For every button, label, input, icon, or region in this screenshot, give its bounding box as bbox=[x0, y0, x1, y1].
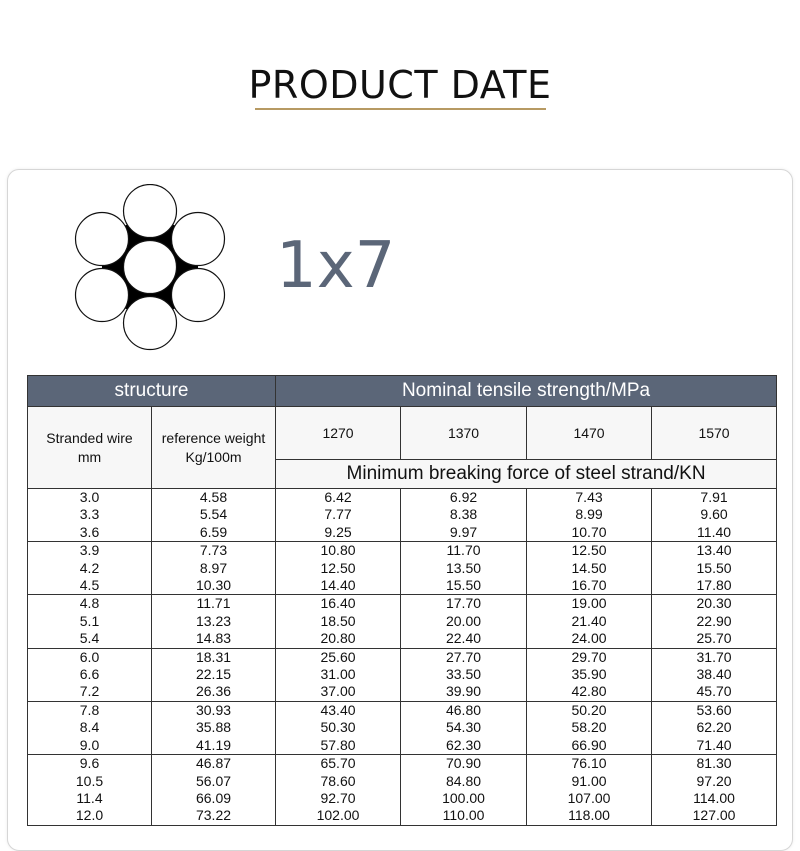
weight-header: reference weight Kg/100m bbox=[152, 407, 276, 489]
cell-value: 5.54 bbox=[199, 506, 228, 523]
cell-value: 97.20 bbox=[696, 772, 732, 789]
cell-value: 21.40 bbox=[571, 612, 607, 629]
cell-value: 30.93 bbox=[195, 701, 232, 718]
strand-cross-section-icon bbox=[72, 184, 228, 352]
cell-value: 62.30 bbox=[445, 736, 482, 753]
cell-value: 8.38 bbox=[449, 506, 478, 523]
cell-value: 118.00 bbox=[568, 807, 610, 824]
table-cell-diameter bbox=[28, 542, 152, 595]
cell-value: 6.0 bbox=[79, 648, 100, 665]
cell-value: 42.80 bbox=[571, 683, 607, 700]
cell-value: 8.99 bbox=[575, 506, 603, 523]
grade-header: 1470 bbox=[527, 407, 652, 460]
cell-value: 20.00 bbox=[445, 612, 482, 629]
cell-value: 10.5 bbox=[75, 772, 104, 789]
cell-value: 110.00 bbox=[442, 807, 485, 824]
table-row bbox=[28, 648, 777, 701]
strength-header: Nominal tensile strength/MPa bbox=[276, 376, 777, 407]
cell-value: 4.2 bbox=[79, 559, 100, 576]
cell-value: 127.00 bbox=[692, 807, 736, 824]
cell-value: 3.6 bbox=[79, 523, 100, 540]
cell-value: 9.0 bbox=[79, 736, 100, 753]
cell-value: 5.1 bbox=[79, 612, 100, 629]
cell-value: 22.90 bbox=[696, 612, 732, 629]
table-cell-g1570 bbox=[652, 755, 777, 826]
table-cell-g1270 bbox=[276, 542, 401, 595]
cell-value: 13.23 bbox=[195, 612, 232, 629]
cell-value: 11.4 bbox=[76, 789, 103, 806]
cell-value: 26.36 bbox=[195, 683, 232, 700]
cell-value: 29.70 bbox=[571, 648, 607, 665]
table-cell-g1470 bbox=[527, 755, 652, 826]
cell-value: 11.40 bbox=[697, 523, 732, 540]
cell-value: 11.70 bbox=[446, 542, 481, 559]
cell-value: 9.60 bbox=[700, 506, 728, 523]
cell-value: 7.2 bbox=[79, 683, 100, 700]
cell-value: 20.30 bbox=[696, 595, 732, 612]
cell-value: 16.70 bbox=[571, 577, 607, 594]
cell-value: 10.70 bbox=[571, 523, 607, 540]
table-cell-diameter bbox=[28, 489, 152, 542]
table-cell-g1470 bbox=[527, 648, 652, 701]
cell-value: 35.88 bbox=[195, 719, 232, 736]
cell-value: 3.9 bbox=[79, 542, 100, 559]
cell-value: 102.00 bbox=[316, 807, 360, 824]
table-cell-diameter bbox=[28, 595, 152, 648]
spec-table bbox=[27, 375, 777, 826]
cell-value: 12.50 bbox=[320, 559, 356, 576]
cell-value: 12.50 bbox=[571, 542, 607, 559]
cell-value: 24.00 bbox=[571, 630, 607, 647]
cell-value: 39.90 bbox=[445, 683, 482, 700]
cell-value: 45.70 bbox=[696, 683, 732, 700]
table-cell-g1570 bbox=[652, 701, 777, 754]
cell-value: 18.50 bbox=[320, 612, 356, 629]
grade-header: 1270 bbox=[276, 407, 401, 460]
cell-value: 65.70 bbox=[320, 755, 356, 772]
cell-value: 62.20 bbox=[696, 719, 732, 736]
cell-value: 73.22 bbox=[195, 807, 232, 824]
table-cell-g1270 bbox=[276, 595, 401, 648]
cell-value: 46.80 bbox=[445, 701, 482, 718]
table-cell-weight bbox=[152, 701, 276, 754]
cell-value: 5.4 bbox=[79, 630, 100, 647]
table-cell-g1370 bbox=[401, 701, 527, 754]
title-underline bbox=[255, 108, 546, 110]
table-cell-weight bbox=[152, 595, 276, 648]
table-cell-g1570 bbox=[652, 489, 777, 542]
cell-value: 57.80 bbox=[320, 736, 356, 753]
cell-value: 66.90 bbox=[571, 736, 607, 753]
cell-value: 9.97 bbox=[449, 523, 478, 540]
cell-value: 15.50 bbox=[696, 559, 732, 576]
cell-value: 91.00 bbox=[571, 772, 607, 789]
table-cell-g1370 bbox=[401, 595, 527, 648]
table-cell-diameter bbox=[28, 648, 152, 701]
cell-value: 3.0 bbox=[79, 489, 100, 505]
table-cell-weight bbox=[152, 542, 276, 595]
cell-value: 92.70 bbox=[320, 789, 356, 806]
grade-header: 1570 bbox=[652, 407, 777, 460]
cell-value: 22.40 bbox=[445, 630, 482, 647]
cell-value: 18.31 bbox=[195, 648, 232, 665]
cell-value: 4.5 bbox=[79, 577, 100, 594]
cell-value: 10.80 bbox=[320, 542, 356, 559]
cell-value: 9.6 bbox=[79, 755, 100, 772]
cell-value: 17.70 bbox=[445, 595, 482, 612]
cell-value: 7.73 bbox=[199, 542, 228, 559]
table-cell-g1570 bbox=[652, 648, 777, 701]
cell-value: 10.30 bbox=[195, 577, 232, 594]
table-cell-g1370 bbox=[401, 648, 527, 701]
cell-value: 76.10 bbox=[571, 755, 607, 772]
page-title: PRODUCT DATE bbox=[248, 63, 552, 107]
cell-value: 8.97 bbox=[199, 559, 228, 576]
table-cell-diameter bbox=[28, 755, 152, 826]
cell-value: 7.43 bbox=[575, 489, 603, 505]
table-cell-g1470 bbox=[527, 489, 652, 542]
table-cell-g1470 bbox=[527, 542, 652, 595]
cell-value: 53.60 bbox=[696, 701, 732, 718]
breaking-force-header: Minimum breaking force of steel strand/KN bbox=[276, 460, 777, 489]
cell-value: 15.50 bbox=[445, 577, 482, 594]
cell-value: 38.40 bbox=[696, 666, 732, 683]
cell-value: 31.70 bbox=[696, 648, 732, 665]
cell-value: 9.25 bbox=[324, 523, 352, 540]
cell-value: 37.00 bbox=[320, 683, 356, 700]
table-cell-g1370 bbox=[401, 542, 527, 595]
table-row bbox=[28, 489, 777, 542]
cell-value: 6.59 bbox=[199, 523, 228, 540]
table-cell-g1270 bbox=[276, 701, 401, 754]
cell-value: 17.80 bbox=[696, 577, 732, 594]
cell-value: 4.58 bbox=[199, 489, 228, 505]
table-cell-weight bbox=[152, 489, 276, 542]
cell-value: 6.92 bbox=[449, 489, 478, 505]
cell-value: 33.50 bbox=[445, 666, 482, 683]
diameter-header: Stranded wire mm bbox=[28, 407, 152, 489]
cell-value: 41.19 bbox=[195, 736, 232, 753]
cell-value: 19.00 bbox=[571, 595, 607, 612]
cell-value: 14.40 bbox=[320, 577, 356, 594]
cell-value: 50.20 bbox=[571, 701, 607, 718]
cell-value: 20.80 bbox=[320, 630, 356, 647]
structure-header: structure bbox=[28, 376, 276, 407]
cell-value: 14.83 bbox=[195, 630, 232, 647]
cell-value: 22.15 bbox=[195, 666, 232, 683]
cell-value: 54.30 bbox=[445, 719, 482, 736]
cell-value: 78.60 bbox=[320, 772, 356, 789]
cell-value: 81.30 bbox=[696, 755, 732, 772]
cell-value: 25.60 bbox=[320, 648, 356, 665]
table-row bbox=[28, 755, 777, 826]
cell-value: 27.70 bbox=[445, 648, 482, 665]
table-cell-g1570 bbox=[652, 542, 777, 595]
table-cell-g1470 bbox=[527, 701, 652, 754]
cell-value: 6.6 bbox=[79, 666, 100, 683]
table-cell-g1270 bbox=[276, 489, 401, 542]
cell-value: 13.40 bbox=[696, 542, 732, 559]
cell-value: 11.71 bbox=[196, 595, 231, 612]
table-cell-g1270 bbox=[276, 755, 401, 826]
cell-value: 14.50 bbox=[571, 559, 607, 576]
table-cell-g1470 bbox=[527, 595, 652, 648]
table-cell-g1570 bbox=[652, 595, 777, 648]
cell-value: 4.8 bbox=[79, 595, 100, 612]
table-cell-g1370 bbox=[401, 755, 527, 826]
table-row bbox=[28, 701, 777, 754]
cell-value: 25.70 bbox=[696, 630, 732, 647]
cell-value: 58.20 bbox=[571, 719, 607, 736]
table-cell-g1370 bbox=[401, 489, 527, 542]
cell-value: 16.40 bbox=[320, 595, 356, 612]
cell-value: 71.40 bbox=[696, 736, 732, 753]
table-cell-weight bbox=[152, 648, 276, 701]
model-label: 1x7 bbox=[276, 229, 396, 303]
cell-value: 56.07 bbox=[195, 772, 232, 789]
cell-value: 66.09 bbox=[195, 789, 232, 806]
table-cell-diameter bbox=[28, 701, 152, 754]
cell-value: 12.0 bbox=[75, 807, 104, 824]
cell-value: 8.4 bbox=[79, 719, 100, 736]
cell-value: 46.87 bbox=[195, 755, 232, 772]
cell-value: 50.30 bbox=[320, 719, 356, 736]
cell-value: 35.90 bbox=[571, 666, 607, 683]
cell-value: 70.90 bbox=[445, 755, 482, 772]
cell-value: 13.50 bbox=[445, 559, 482, 576]
table-row bbox=[28, 542, 777, 595]
cell-value: 107.00 bbox=[567, 789, 611, 806]
cell-value: 3.3 bbox=[79, 506, 100, 523]
cell-value: 84.80 bbox=[445, 772, 482, 789]
grade-header: 1370 bbox=[401, 407, 527, 460]
cell-value: 100.00 bbox=[442, 789, 485, 806]
cell-value: 7.8 bbox=[79, 701, 100, 718]
cell-value: 31.00 bbox=[320, 666, 356, 683]
table-row bbox=[28, 595, 777, 648]
cell-value: 7.91 bbox=[700, 489, 728, 505]
cell-value: 7.77 bbox=[324, 506, 352, 523]
cell-value: 114.00 bbox=[693, 789, 735, 806]
column-header-row bbox=[28, 407, 777, 460]
cell-value: 6.42 bbox=[324, 489, 352, 505]
table-cell-g1270 bbox=[276, 648, 401, 701]
table-cell-weight bbox=[152, 755, 276, 826]
cell-value: 43.40 bbox=[320, 701, 356, 718]
group-header-row bbox=[28, 376, 777, 407]
